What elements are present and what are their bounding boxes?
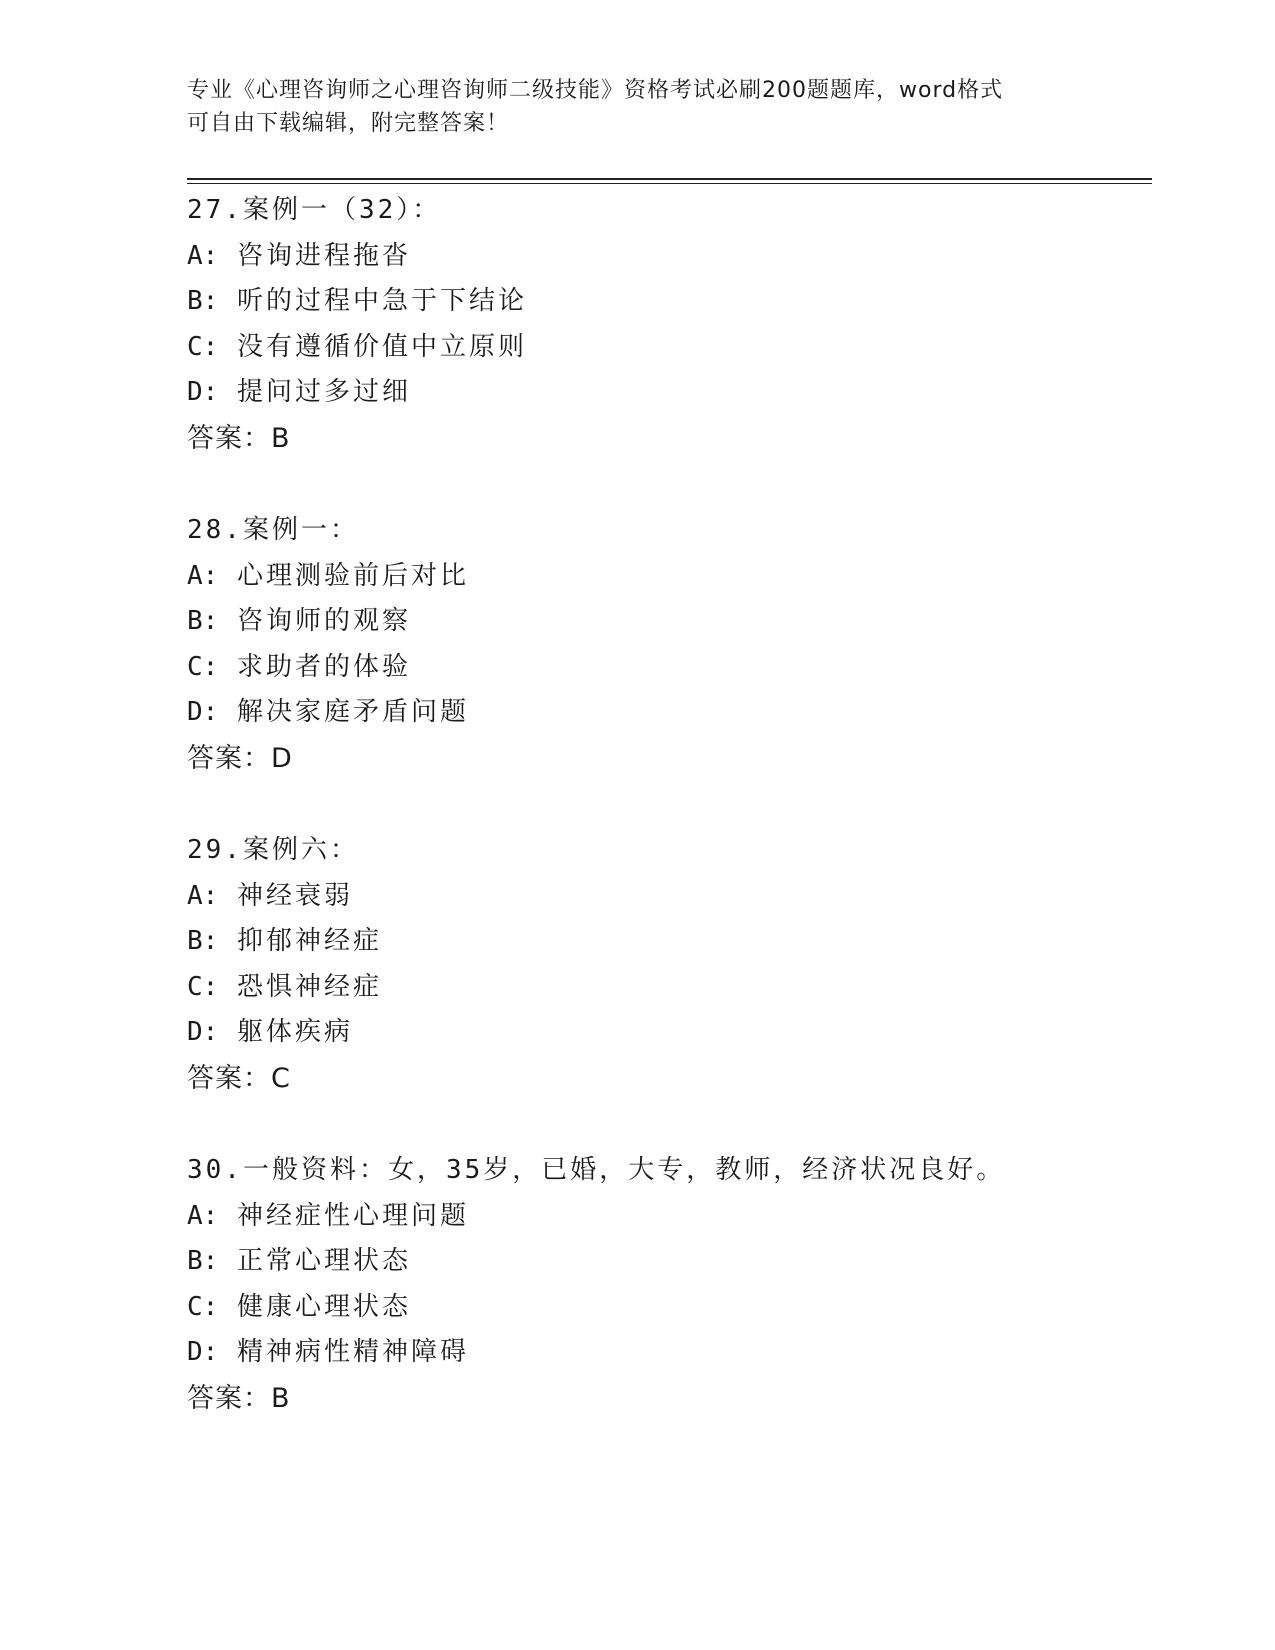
option-letter: B: <box>187 286 219 317</box>
option-letter: B: <box>187 1246 219 1277</box>
option-text: 健康心理状态 <box>236 1291 411 1322</box>
option-text: 听的过程中急于下结论 <box>236 286 527 317</box>
option-letter: D: <box>187 1017 219 1048</box>
option-letter: D: <box>187 377 219 408</box>
question-stem: 29.案例六： <box>187 835 359 865</box>
question-stem: 30.一般资料：女，35岁，已婚，大专，教师，经济状况良好。 <box>187 1155 1006 1185</box>
option-text: 没有遵循价值中立原则 <box>236 331 527 362</box>
question-list <box>187 188 1147 1468</box>
option-b <box>187 1239 1147 1285</box>
option-c <box>187 1285 1147 1331</box>
option-a <box>187 874 1147 920</box>
option-letter: A: <box>187 1200 219 1231</box>
question-stem: 27.案例一（32）： <box>187 195 442 225</box>
option-d <box>187 1010 1147 1056</box>
document-header <box>187 74 1087 140</box>
question-stem: 28.案例一： <box>187 515 359 545</box>
question-30 <box>187 1148 1147 1468</box>
option-letter: C: <box>187 1291 219 1322</box>
question-29 <box>187 828 1147 1148</box>
answer: 答案：B <box>187 422 291 454</box>
header-line-2: 可自由下载编辑，附完整答案！ <box>187 111 510 136</box>
option-a <box>187 234 1147 280</box>
option-text: 提问过多过细 <box>236 377 411 408</box>
option-c <box>187 965 1147 1011</box>
option-letter: C: <box>187 971 219 1002</box>
option-text: 抑郁神经症 <box>236 926 382 957</box>
option-d <box>187 690 1147 736</box>
option-text: 正常心理状态 <box>236 1246 411 1277</box>
option-d <box>187 370 1147 416</box>
option-letter: B: <box>187 606 219 637</box>
option-text: 咨询师的观察 <box>236 606 411 637</box>
header-rule-thin <box>187 183 1152 184</box>
option-text: 神经衰弱 <box>236 880 353 911</box>
option-letter: C: <box>187 331 219 362</box>
option-letter: D: <box>187 697 219 728</box>
answer: 答案：D <box>187 742 293 774</box>
option-letter: A: <box>187 560 219 591</box>
question-28 <box>187 508 1147 828</box>
option-text: 解决家庭矛盾问题 <box>236 697 469 728</box>
answer: 答案：C <box>187 1062 291 1094</box>
option-text: 恐惧神经症 <box>236 971 382 1002</box>
option-letter: B: <box>187 926 219 957</box>
option-c <box>187 645 1147 691</box>
option-letter: D: <box>187 1337 219 1368</box>
option-text: 精神病性精神障碍 <box>236 1337 469 1368</box>
option-text: 求助者的体验 <box>236 651 411 682</box>
header-line-1: 专业《心理咨询师之心理咨询师二级技能》资格考试必刷200题题库，word格式 <box>187 78 1004 103</box>
option-d <box>187 1330 1147 1376</box>
option-letter: A: <box>187 240 219 271</box>
option-text: 躯体疾病 <box>236 1017 353 1048</box>
question-27 <box>187 188 1147 508</box>
option-b <box>187 279 1147 325</box>
option-b <box>187 919 1147 965</box>
option-text: 心理测验前后对比 <box>236 560 469 591</box>
option-text: 神经症性心理问题 <box>236 1200 469 1231</box>
option-letter: A: <box>187 880 219 911</box>
option-text: 咨询进程拖沓 <box>236 240 411 271</box>
option-a <box>187 1194 1147 1240</box>
header-rule-thick <box>187 178 1152 180</box>
answer: 答案：B <box>187 1382 291 1414</box>
option-b <box>187 599 1147 645</box>
option-letter: C: <box>187 651 219 682</box>
option-c <box>187 325 1147 371</box>
option-a <box>187 554 1147 600</box>
